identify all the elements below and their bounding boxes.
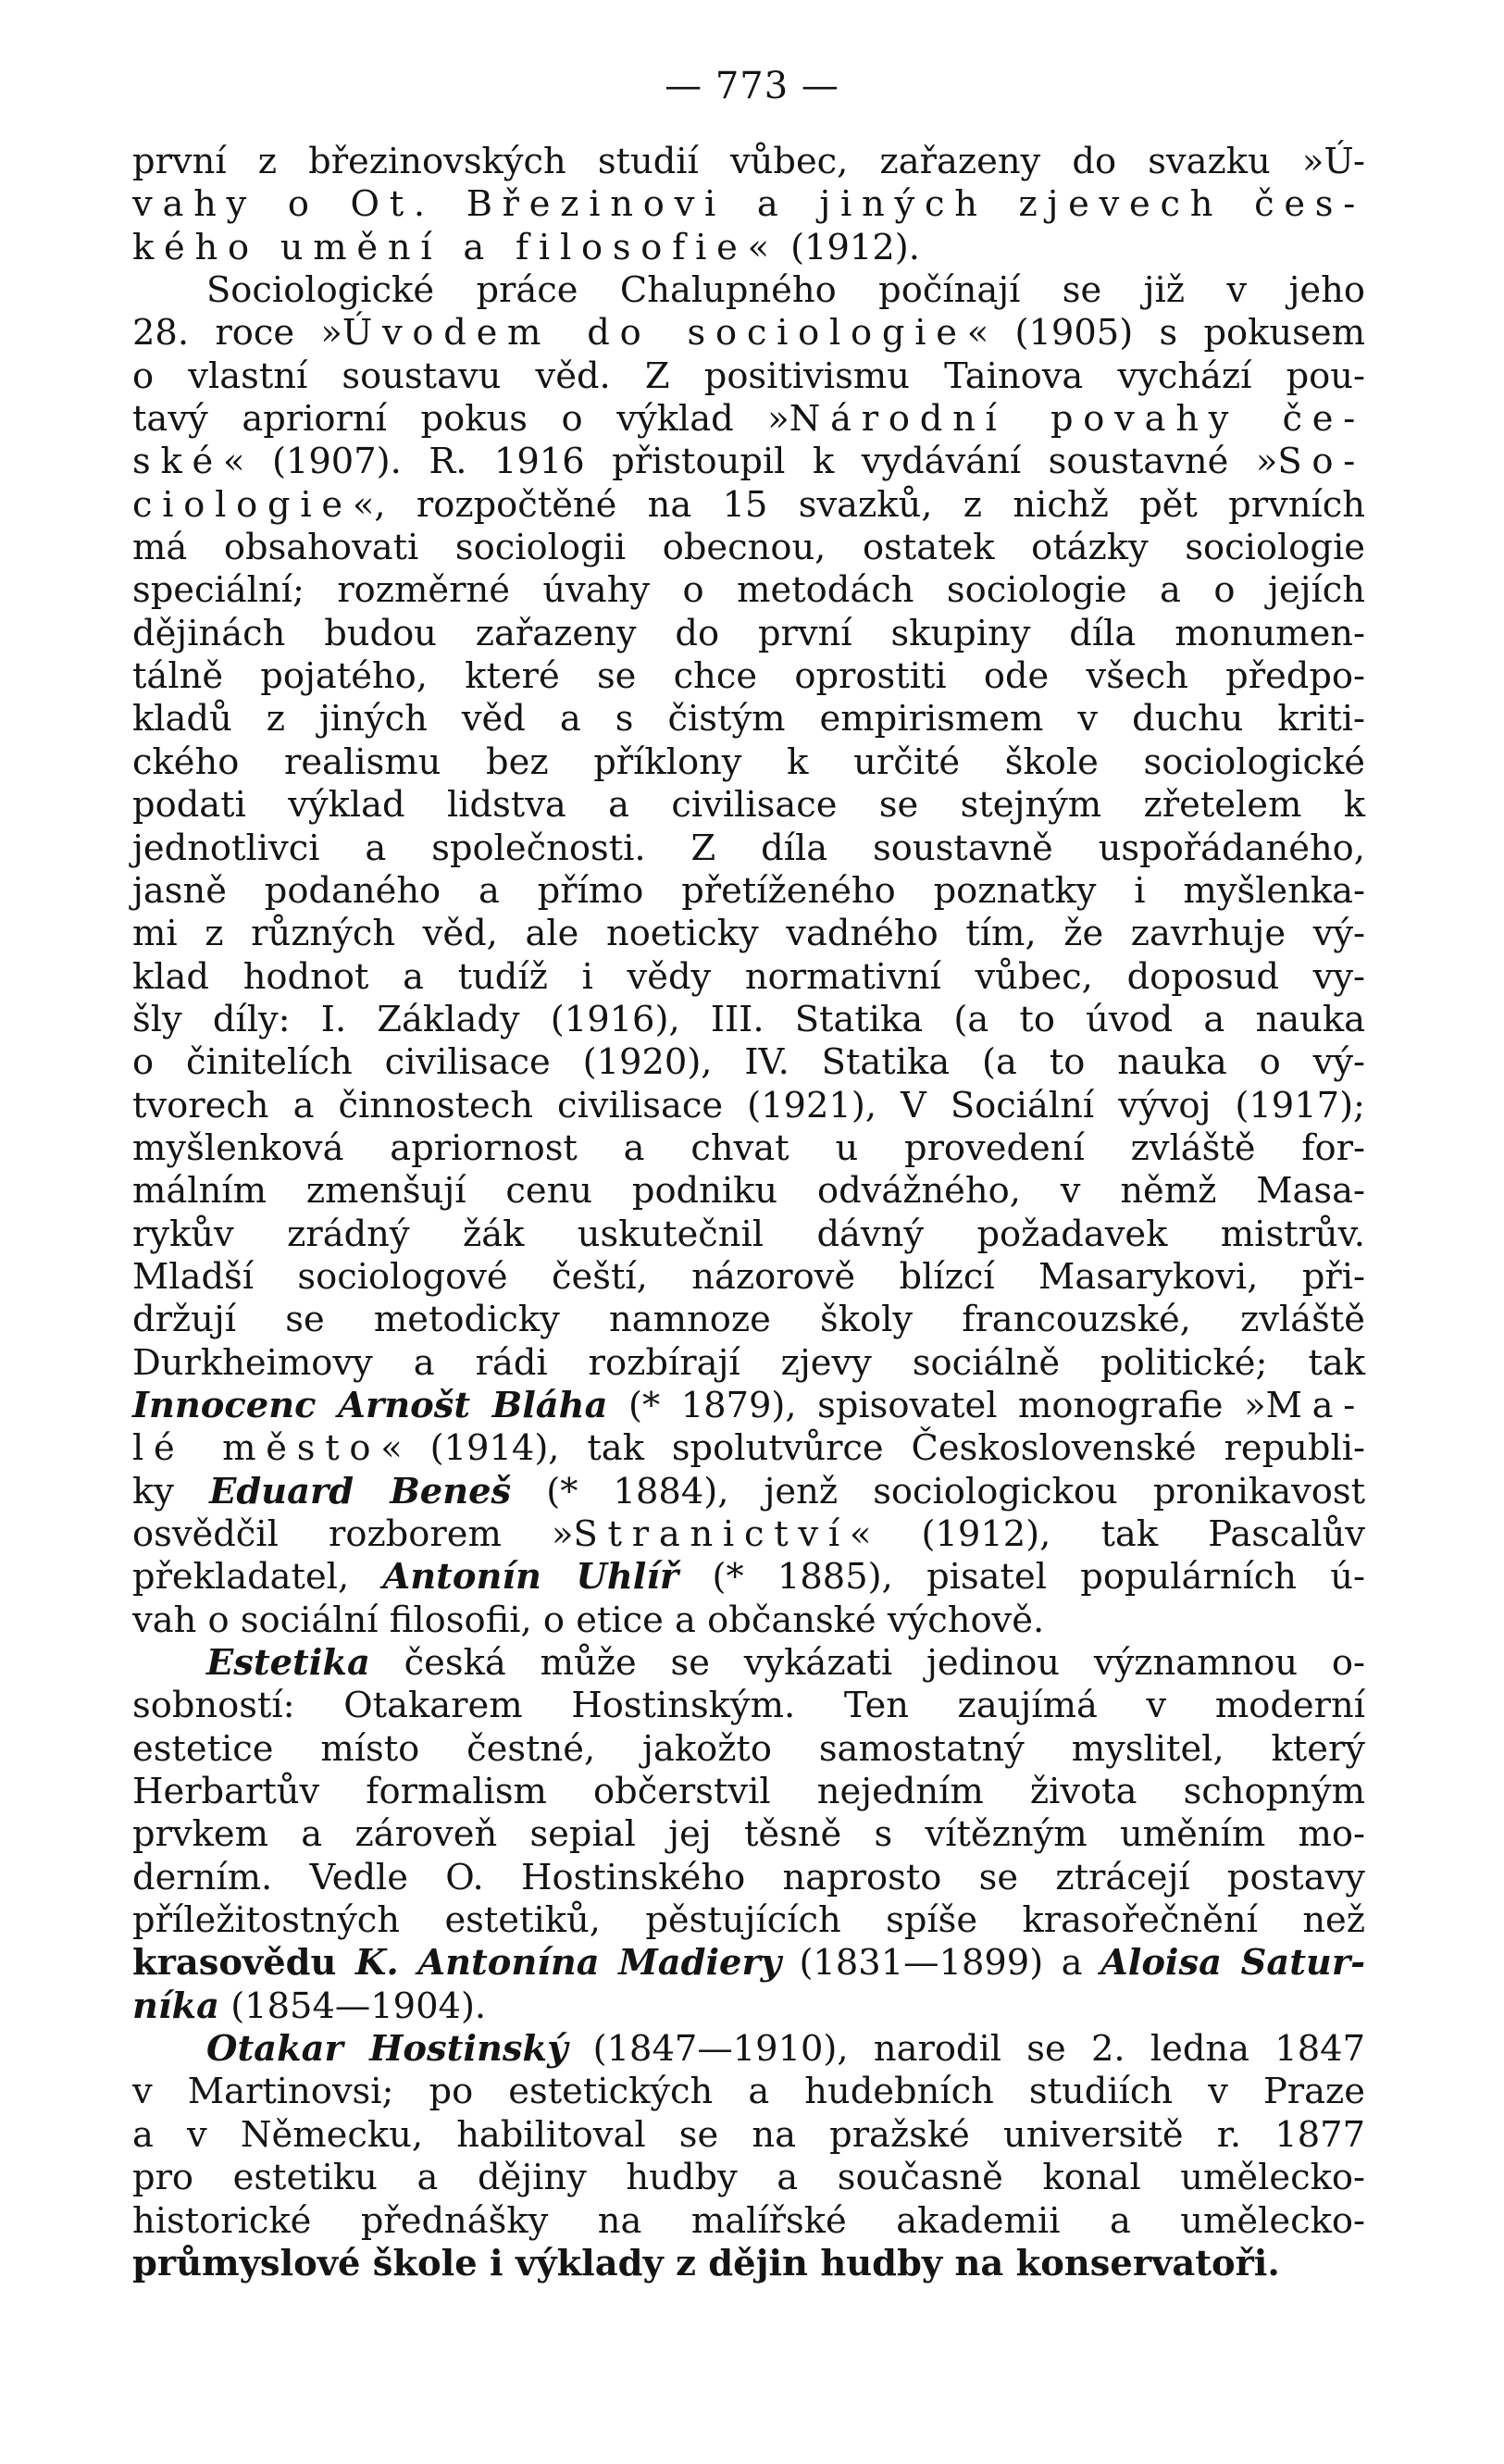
text-line (132, 141, 1365, 183)
text-segment: překladatel, (132, 1556, 383, 1599)
text-segment: česká může se vykázati jedinou významnou o- (369, 1642, 1365, 1685)
text-segment: K. Antonína Madiery (355, 1942, 782, 1985)
text-line (132, 527, 1365, 569)
text-segment: Stranictví (573, 1513, 850, 1555)
text-line (132, 1771, 1365, 1813)
text-segment: krasovědu (132, 1942, 356, 1985)
text-segment: ciologie (132, 483, 353, 526)
text-segment: lé město (132, 1427, 381, 1470)
text-segment: Innocenc Arnošt Bláha (132, 1384, 608, 1426)
text-line (132, 956, 1365, 999)
text-segment: Estetika (206, 1642, 370, 1685)
text-line (132, 1857, 1365, 1899)
text-segment: Národní povahy če- (789, 398, 1365, 441)
text-segment: první z březinovských studií vůbec, zařazeny do svazku »Ú- (132, 141, 1365, 182)
text-segment: dějinách budou zařazeny do první skupiny díla monumen- (132, 612, 1365, 654)
text-line (132, 1256, 1365, 1299)
text-segment: prvkem a zároveň sepial jej těsně s vítězným uměním mo- (132, 1813, 1365, 1856)
text-line (132, 2200, 1365, 2243)
text-line (132, 1899, 1365, 1942)
text-segment: Aloisa Satur- (1100, 1942, 1366, 1985)
text-line (132, 828, 1365, 870)
text-segment: Herbartův formalism občerstvil nejedním života schopným (132, 1771, 1365, 1813)
text-line (132, 655, 1365, 698)
text-line (132, 1642, 1365, 1685)
text-segment: jednotlivci a společnosti. Z díla soustavně uspořádaného, (132, 827, 1365, 869)
text-line (132, 1085, 1365, 1127)
text-line (132, 227, 1365, 269)
text-segment: speciální; rozměrné úvahy o metodách sociologie a o jejích (132, 569, 1365, 612)
text-line (132, 2114, 1365, 2157)
text-segment: o činitelích civilisace (1920), IV. Statika (a to nauka o vý- (132, 1041, 1365, 1084)
text-segment: (1847—1910), narodil se 2. ledna 1847 (567, 2028, 1365, 2071)
text-line (132, 398, 1365, 441)
text-line (132, 1127, 1365, 1170)
text-line (132, 1728, 1365, 1771)
text-line (132, 441, 1365, 483)
text-segment: Durkheimovy a rádi rozbírají zjevy sociálně politické; tak (132, 1341, 1365, 1384)
text-line (132, 1813, 1365, 1856)
text-segment: (1854—1904). (218, 1985, 487, 2027)
text-line (132, 913, 1365, 955)
text-segment: estetice místo čestné, jakožto samostatný myslitel, který (132, 1727, 1365, 1770)
text-segment: Eduard Beneš (209, 1470, 512, 1512)
text-segment: tavý apriorní pokus o výklad » (132, 398, 789, 441)
text-line (132, 1213, 1365, 1256)
text-segment: vah o sociální filosofii, o etice a občanské výchově. (132, 1599, 1045, 1641)
text-segment: šly díly: I. Základy (1916), III. Statika (a to úvod a nauka (132, 998, 1365, 1040)
text-segment: Ma- (1265, 1384, 1365, 1426)
text-segment: ckého realismu bez příklony k určité škole sociologické (132, 740, 1365, 783)
text-segment: pro estetiku a dějiny hudby a současně konal umělecko- (132, 2157, 1365, 2199)
text-segment: (* 1879), spisovatel monografie » (607, 1384, 1266, 1426)
text-segment: So- (1277, 441, 1365, 483)
text-line (132, 2028, 1365, 2071)
text-segment: držují se metodicky namnoze školy francouzské, zvláště (132, 1299, 1365, 1341)
text-line (132, 1556, 1365, 1599)
text-line (132, 2071, 1365, 2113)
text-segment: Mladší sociologové čeští, názorově blízcí Masarykovi, při- (132, 1255, 1365, 1298)
text-line (132, 698, 1365, 740)
text-segment: podati výklad lidstva a civilisace se stejným zřetelem k (132, 784, 1365, 827)
text-line (132, 569, 1365, 612)
text-segment: tálně pojatého, které se chce oprostiti ode všech předpo- (132, 655, 1365, 698)
text-segment: sobností: Otakarem Hostinským. Ten zaujímá v moderní (132, 1685, 1365, 1727)
text-segment: Otakar Hostinský (206, 2028, 568, 2071)
text-segment: příležitostných estetiků, pěstujících spíše krasořečnění než (132, 1899, 1365, 1942)
text-line (132, 870, 1365, 913)
text-segment: (1912). (778, 226, 920, 268)
text-line (132, 1299, 1365, 1341)
text-segment: kladů z jiných věd a s čistým empirismem v duchu kriti- (132, 698, 1365, 740)
text-line (132, 312, 1365, 355)
text-segment: « (1905) s pokusem (966, 312, 1365, 355)
text-line (132, 2243, 1365, 2285)
text-segment: derním. Vedle O. Hostinského naprosto se ztrácejí postavy (132, 1856, 1365, 1898)
text-segment: jasně podaného a přímo přetíženého poznatky i myšlenka- (132, 869, 1365, 912)
text-segment: níka (132, 1985, 219, 2027)
text-line (132, 355, 1365, 398)
text-segment: myšlenková apriornost a chvat u provedení zvláště for- (132, 1126, 1365, 1169)
text-line (132, 269, 1365, 312)
text-line (132, 613, 1365, 655)
text-segment: a v Německu, habilitoval se na pražské universitě r. 1877 (132, 2113, 1365, 2156)
text-line (132, 1427, 1365, 1470)
text-segment: « (1912), tak Pascalův (849, 1513, 1365, 1555)
text-segment: Sociologické práce Chalupného počínají se již v jeho (206, 269, 1365, 312)
text-line (132, 183, 1365, 226)
text-segment: « (1907). R. 1916 přistoupil k vydávání soustavné » (222, 441, 1278, 483)
page-number: — 773 — (665, 65, 839, 107)
text-segment: ky (132, 1470, 210, 1512)
text-line (132, 484, 1365, 527)
text-segment: kého umění a filosofie« (132, 226, 779, 268)
text-line (132, 1599, 1365, 1642)
text-segment: málním zmenšují cenu podniku odvážného, v němž Masa- (132, 1170, 1365, 1213)
text-segment: osvědčil rozborem » (132, 1513, 574, 1555)
text-segment: 28. roce » (132, 312, 342, 355)
text-segment: « (1914), tak spolutvůrce Československé republi- (380, 1427, 1365, 1470)
text-segment: v Martinovsi; po estetických a hudebních studiích v Praze (132, 2071, 1365, 2113)
text-line (132, 1342, 1365, 1385)
text-segment: o vlastní soustavu věd. Z positivismu Tainova vychází pou- (132, 355, 1365, 397)
text-segment: (* 1885), pisatel populárních ú- (678, 1556, 1366, 1599)
text-segment: má obsahovati sociologii obecnou, ostatek otázky sociologie (132, 527, 1365, 569)
text-segment: (* 1884), jenž sociologickou pronikavost (511, 1470, 1366, 1512)
text-line (132, 1942, 1365, 1985)
text-segment: ské (132, 441, 223, 483)
text-line (132, 2157, 1365, 2199)
text-line (132, 1513, 1365, 1556)
text-segment: Antonín Uhlíř (382, 1556, 679, 1599)
text-line (132, 741, 1365, 784)
text-line (132, 999, 1365, 1041)
text-line (132, 1471, 1365, 1513)
text-line (132, 1385, 1365, 1427)
text-segment: historické přednášky na malířské akademii a umělecko- (132, 2199, 1365, 2242)
text-line (132, 1685, 1365, 1727)
text-segment: (1831—1899) a (781, 1942, 1100, 1985)
text-line (132, 784, 1365, 827)
text-segment: mi z různých věd, ale noeticky vadného tím, že zavrhuje vý- (132, 913, 1365, 955)
text-segment: klad hodnot a tudíž i vědy normativní vůbec, doposud vy- (132, 955, 1365, 998)
text-segment: tvorech a činnostech civilisace (1921), V Sociální vývoj (1917); (132, 1084, 1365, 1126)
body-text (132, 141, 1365, 2285)
text-line (132, 1041, 1365, 1084)
text-segment: Úvodem do sociologie (342, 312, 967, 355)
text-line (132, 1170, 1365, 1213)
text-line (132, 1985, 1365, 2028)
text-segment: rykův zrádný žák uskutečnil dávný požadavek mistrův. (132, 1213, 1365, 1255)
text-segment: «, rozpočtěné na 15 svazků, z nichž pět prvních (352, 483, 1365, 526)
text-segment: vahy o Ot. Březinovi a jiných zjevech čes- (132, 183, 1365, 226)
text-segment: průmyslové škole i výklady z dějin hudby na konservatoři. (132, 2242, 1280, 2284)
